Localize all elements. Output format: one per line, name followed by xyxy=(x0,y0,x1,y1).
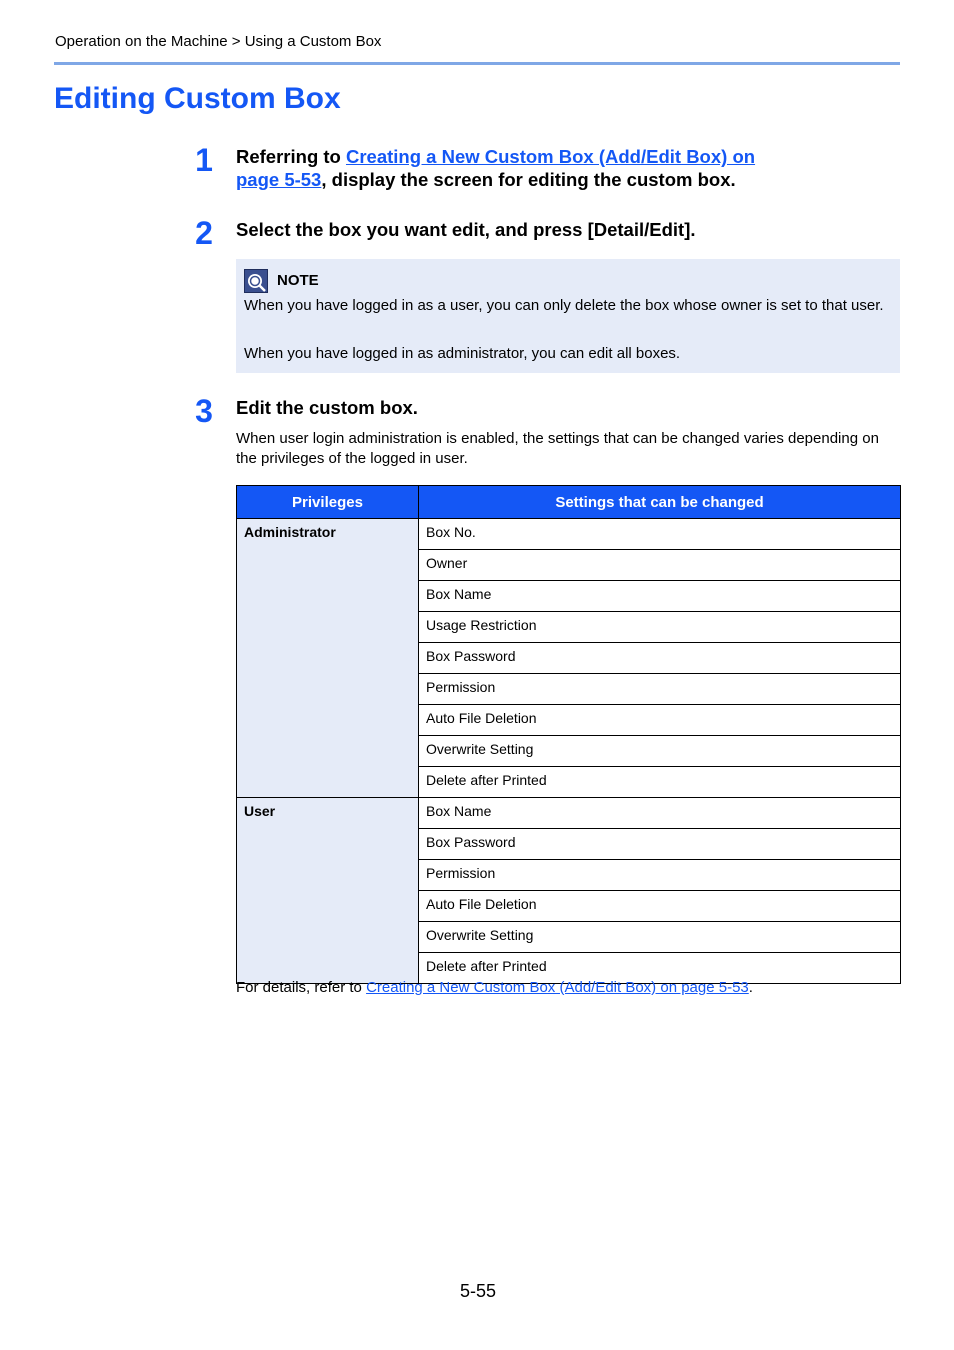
column-header: Settings that can be changed xyxy=(419,486,901,519)
table-row xyxy=(237,798,901,829)
step-2-text: Select the box you want edit, and press [Detail/Edit]. xyxy=(236,219,696,240)
setting-cell: Permission xyxy=(419,674,901,705)
setting-cell: Overwrite Setting xyxy=(419,922,901,953)
note-paragraph-1: When you have logged in as a user, you can only delete the box whose owner is set to that user. xyxy=(244,297,884,314)
privileges-table xyxy=(236,485,901,984)
step-1-text xyxy=(236,145,876,191)
setting-cell: Delete after Printed xyxy=(419,767,901,798)
step-1-suffix: , display the screen for editing the custom box. xyxy=(321,169,736,190)
setting-cell: Box Name xyxy=(419,798,901,829)
setting-cell: Overwrite Setting xyxy=(419,736,901,767)
setting-cell: Auto File Deletion xyxy=(419,891,901,922)
footer-note xyxy=(236,979,753,996)
setting-cell: Usage Restriction xyxy=(419,612,901,643)
step-2-number: 2 xyxy=(195,215,213,251)
footer-note-link[interactable]: Creating a New Custom Box (Add/Edit Box) on page 5-53 xyxy=(366,979,749,996)
breadcrumb: Operation on the Machine > Using a Custom Box xyxy=(55,33,382,50)
column-header: Privileges xyxy=(237,486,419,519)
table-header-row xyxy=(237,486,901,519)
setting-cell: Permission xyxy=(419,860,901,891)
setting-cell: Box Name xyxy=(419,581,901,612)
step-1-number: 1 xyxy=(195,142,213,178)
footer-note-prefix: For details, refer to xyxy=(236,979,367,996)
step-1-prefix: Referring to xyxy=(236,146,346,167)
header-divider xyxy=(54,62,900,65)
step-3-description: When user login administration is enabled, the settings that can be changed varies depending on the privileges of the logged in user. xyxy=(236,430,879,467)
note-icon xyxy=(244,269,268,293)
table-row xyxy=(237,519,901,550)
page-number: 5-55 xyxy=(459,1281,497,1301)
setting-cell: Box Password xyxy=(419,829,901,860)
note-title: NOTE xyxy=(277,272,319,289)
setting-cell: Delete after Printed xyxy=(419,953,901,984)
step-3-text: Edit the custom box. xyxy=(236,397,418,418)
footer-note-suffix: . xyxy=(748,979,753,996)
note-paragraph-2: When you have logged in as administrator, you can edit all boxes. xyxy=(244,345,681,362)
setting-cell: Auto File Deletion xyxy=(419,705,901,736)
setting-cell: Box Password xyxy=(419,643,901,674)
step-1-link-line1: Creating a New Custom Box (Add/Edit Box) on xyxy=(345,146,756,167)
page-title: Editing Custom Box xyxy=(54,82,341,115)
step-1-link-line2: page 5-53 xyxy=(236,169,322,190)
setting-cell: Box No. xyxy=(419,519,901,550)
role-cell: User xyxy=(237,798,419,984)
note-box xyxy=(236,259,900,373)
role-cell: Administrator xyxy=(237,519,419,798)
step-3-number: 3 xyxy=(195,393,213,429)
setting-cell: Owner xyxy=(419,550,901,581)
